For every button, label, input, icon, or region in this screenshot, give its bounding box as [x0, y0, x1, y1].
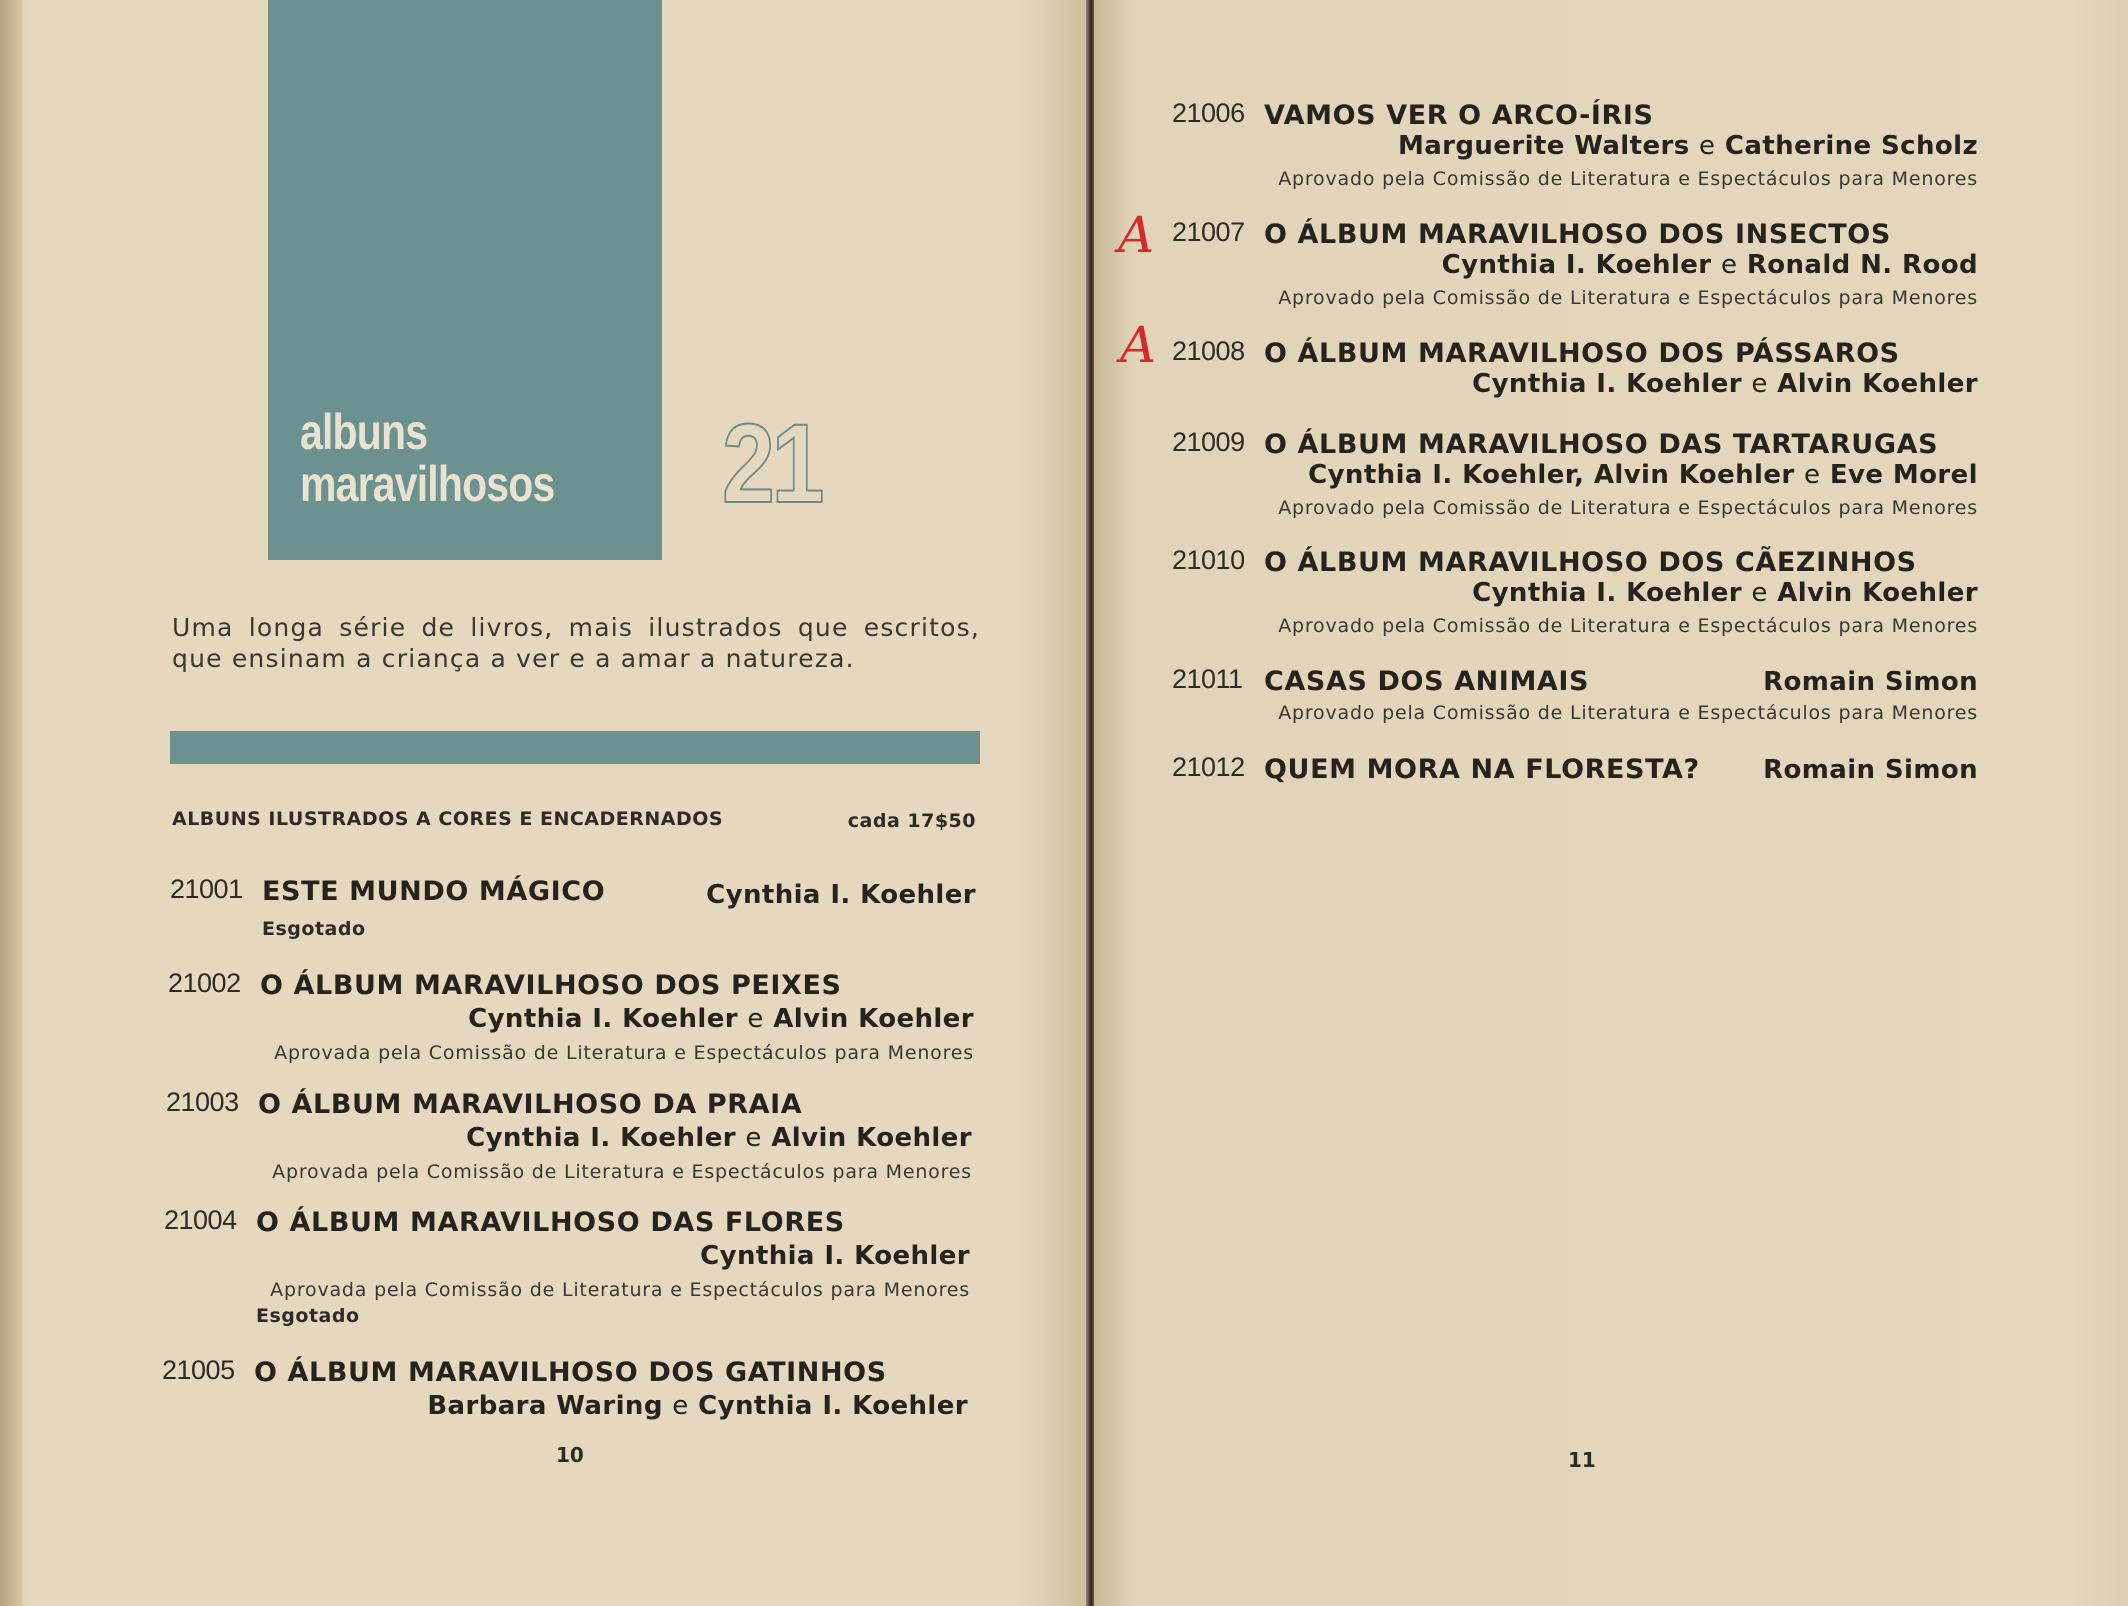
author-name: Cynthia I. Koehler	[698, 1391, 968, 1421]
book-author	[706, 880, 976, 910]
catalog-number: 21005	[162, 1355, 235, 1385]
catalog-number: 21003	[166, 1087, 239, 1117]
approval-note: Aprovado pela Comissão de Literatura e Espectáculos para Menores	[1278, 702, 1978, 724]
catalog-number: 21010	[1172, 545, 1245, 575]
catalog-number: 21011	[1172, 664, 1243, 694]
intro-text: Uma longa série de livros, mais ilustrados que escritos, que ensinam a criança a ver e a amar a natureza.	[172, 613, 980, 673]
catalog-number: 21001	[170, 874, 243, 904]
author-name: Cynthia I. Koehler	[1472, 578, 1742, 608]
catalog-entry	[1172, 98, 1978, 198]
book-author	[1398, 131, 1978, 161]
author-name: Cynthia I. Koehler	[700, 1241, 970, 1271]
author-conjunction: e	[1751, 578, 1768, 608]
page-number: 11	[1568, 1448, 1596, 1472]
book-author	[1472, 578, 1978, 608]
catalog-number: 21008	[1172, 336, 1245, 366]
catalog-entry	[1172, 545, 1978, 645]
approval-note: Aprovada pela Comissão de Literatura e Espectáculos para Menores	[272, 1161, 972, 1183]
page-number: 10	[556, 1443, 584, 1467]
book-title: O ÁLBUM MARAVILHOSO DAS TARTARUGAS	[1264, 429, 1939, 460]
price-label: cada 17$50	[847, 810, 976, 832]
author-conjunction: e	[745, 1123, 762, 1153]
book-title: CASAS DOS ANIMAIS	[1264, 666, 1590, 697]
author-conjunction: e	[747, 1004, 764, 1034]
section-heading	[172, 808, 976, 830]
catalog-entry	[164, 1205, 970, 1335]
author-name: Romain Simon	[1763, 755, 1978, 785]
author-name: Romain Simon	[1763, 667, 1978, 697]
catalog-entry	[168, 968, 974, 1068]
book-author	[427, 1391, 968, 1421]
catalog-entry	[162, 1355, 968, 1435]
author-name: Cynthia I. Koehler	[1441, 250, 1712, 280]
approval-note: Aprovado pela Comissão de Literatura e Espectáculos para Menores	[1278, 615, 1978, 637]
book-title: O ÁLBUM MARAVILHOSO DOS PEIXES	[260, 970, 842, 1001]
author-conjunction: e	[672, 1391, 689, 1421]
catalog-number: 21009	[1172, 427, 1245, 457]
author-name: Cynthia I. Koehler	[466, 1123, 736, 1153]
book-author	[1472, 369, 1978, 399]
author-name: Cynthia I. Koehler	[706, 880, 976, 910]
book-title: QUEM MORA NA FLORESTA?	[1264, 754, 1700, 785]
book-author	[700, 1241, 970, 1271]
book-title: O ÁLBUM MARAVILHOSO DA PRAIA	[258, 1089, 803, 1120]
catalog-number: 21012	[1172, 752, 1245, 782]
series-title-line-2: maravilhosos	[300, 456, 555, 512]
author-conjunction: e	[1699, 131, 1716, 161]
page-edge	[0, 0, 22, 1606]
status-out-of-print: Esgotado	[262, 918, 366, 940]
catalog-number: 21006	[1172, 98, 1245, 128]
book-title: ESTE MUNDO MÁGICO	[262, 876, 606, 907]
book-author	[1308, 460, 1978, 490]
catalog-entry	[1172, 664, 1978, 734]
book-title: VAMOS VER O ARCO-ÍRIS	[1264, 100, 1654, 131]
author-name: Alvin Koehler	[773, 1004, 974, 1034]
book-author	[1442, 250, 1978, 280]
author-name: Alvin Koehler	[771, 1123, 972, 1153]
author-name: Marguerite Walters	[1397, 131, 1690, 161]
author-name: Eve Morel	[1829, 460, 1978, 490]
book-author	[1763, 667, 1978, 697]
handwritten-mark: A	[1120, 316, 1157, 374]
author-conjunction: e	[1804, 460, 1821, 490]
catalog-entry	[1172, 336, 1978, 406]
author-name: Alvin Koehler	[1777, 369, 1978, 399]
catalog-number: 21002	[168, 968, 241, 998]
book-title: O ÁLBUM MARAVILHOSO DAS FLORES	[256, 1207, 845, 1238]
approval-note: Aprovado pela Comissão de Literatura e Espectáculos para Menores	[1278, 287, 1978, 309]
author-name: Catherine Scholz	[1724, 131, 1978, 161]
catalog-entry	[170, 874, 976, 944]
author-name: Ronald N. Rood	[1746, 250, 1978, 280]
author-conjunction: e	[1751, 369, 1768, 399]
book-title: O ÁLBUM MARAVILHOSO DOS PÁSSAROS	[1264, 338, 1900, 369]
series-title	[300, 406, 555, 510]
catalog-number: 21007	[1172, 217, 1245, 247]
series-number: 21	[722, 401, 822, 526]
approval-note: Aprovada pela Comissão de Literatura e Espectáculos para Menores	[274, 1042, 974, 1064]
author-name: Cynthia I. Koehler, Alvin Koehler	[1308, 460, 1795, 490]
catalog-entry	[166, 1087, 972, 1187]
divider-bar	[170, 731, 980, 764]
book-title: O ÁLBUM MARAVILHOSO DOS CÃEZINHOS	[1264, 547, 1917, 578]
catalog-entry	[1172, 427, 1978, 527]
right-page	[1094, 0, 2128, 1606]
section-heading-label: ALBUNS ILUSTRADOS A CORES E ENCADERNADOS	[172, 808, 724, 830]
approval-note: Aprovado pela Comissão de Literatura e Espectáculos para Menores	[1278, 168, 1978, 190]
book-title: O ÁLBUM MARAVILHOSO DOS GATINHOS	[254, 1357, 887, 1388]
approval-note: Aprovado pela Comissão de Literatura e Espectáculos para Menores	[1278, 497, 1978, 519]
handwritten-mark: A	[1118, 206, 1155, 264]
status-out-of-print: Esgotado	[256, 1305, 360, 1327]
book-author	[466, 1123, 972, 1153]
book-author	[1763, 755, 1978, 785]
author-conjunction: e	[1720, 250, 1738, 280]
author-name: Barbara Waring	[427, 1391, 663, 1421]
catalog-number: 21004	[164, 1205, 237, 1235]
author-name: Alvin Koehler	[1777, 578, 1978, 608]
book-author	[468, 1004, 974, 1034]
series-title-line-1: albuns	[300, 404, 428, 460]
approval-note: Aprovada pela Comissão de Literatura e Espectáculos para Menores	[270, 1279, 970, 1301]
catalog-entry	[1172, 752, 1978, 792]
author-name: Cynthia I. Koehler	[1472, 369, 1742, 399]
catalog-entry	[1172, 217, 1978, 317]
author-name: Cynthia I. Koehler	[468, 1004, 738, 1034]
book-title: O ÁLBUM MARAVILHOSO DOS INSECTOS	[1264, 219, 1891, 250]
